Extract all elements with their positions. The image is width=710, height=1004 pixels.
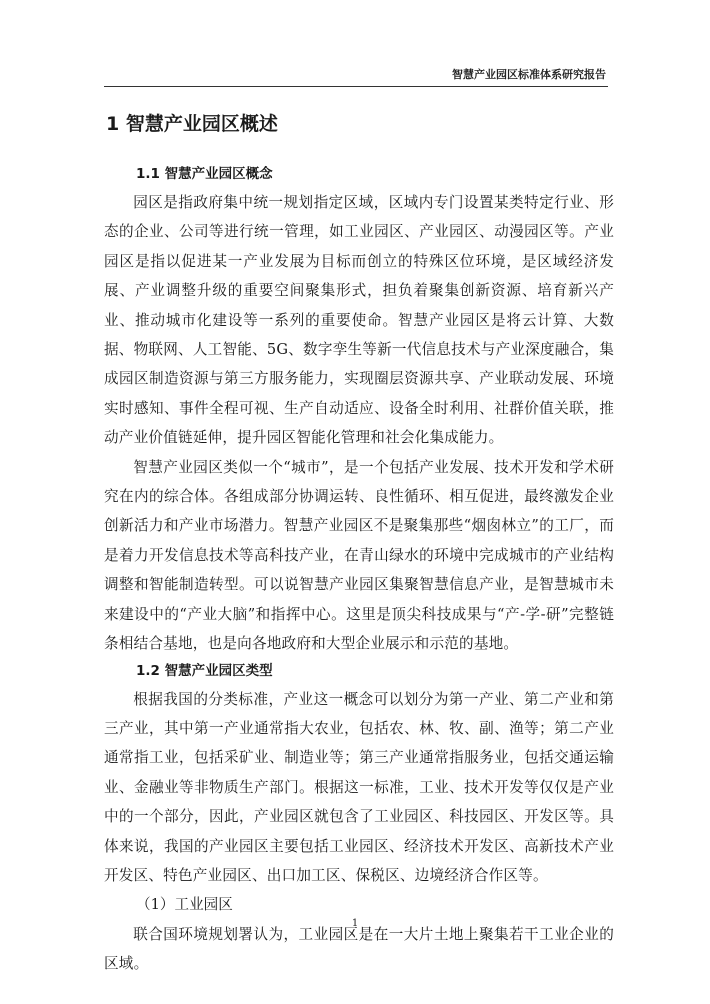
section-title-1-1: 1.1 智慧产业园区概念 bbox=[136, 166, 273, 182]
running-header: 智慧产业园区标准体系研究报告 bbox=[452, 68, 606, 81]
paragraph-concept-2: 智慧产业园区类似一个“城市”，是一个包括产业发展、技术开发和学术研究在内的综合体。各组成部分协调运转、良性循环、相互促进，最终激发企业创新活力和产业市场潜力。智慧产业园区不是聚集那些“烟囱林立”的工厂，而是着力开发信息技术等高科技产业，在青山绿水的环境中完成城市的产业结构调整和智能制造转型。可以说智慧产业园区集聚智慧信息产业，是智慧城市未来建设中的“产业大脑”和指挥中心。这里是顶尖科技成果与“产-学-研”完整链条相结合基地，也是向各地政府和大型企业展示和示范的基地。 bbox=[104, 458, 614, 653]
paragraph-concept-1: 园区是指政府集中统一规划指定区域，区域内专门设置某类特定行业、形态的企业、公司等进行统一管理，如工业园区、产业园区、动漫园区等。产业园区是指以促进某一产业发展为目标而创立的特殊区位环境，是区域经济发展、产业调整升级的重要空间聚集形式，担负着聚集创新资源、培育新兴产业、推动城市化建设等一系列的重要使命。智慧产业园区是将云计算、大数据、物联网、人工智能、5G、数字孪生等新一代信息技术与产业深度融合，集成园区制造资源与第三方服务能力，实现圈层资源共享、产业联动发展、环境实时感知、事件全程可视、生产自动适应、设备全时利用、社群价值关联，推动产业价值链延伸，提升园区智能化管理和社会化集成能力。 bbox=[104, 194, 614, 447]
chapter-title: 1 智慧产业园区概述 bbox=[106, 113, 278, 135]
paragraph-industrial-park: 联合国环境规划署认为，工业园区是在一大片土地上聚集若干工业企业的区域。 bbox=[104, 925, 614, 973]
paragraph-types-1: 根据我国的分类标准，产业这一概念可以划分为第一产业、第二产业和第三产业，其中第一产业通常指大农业，包括农、林、牧、副、渔等；第二产业通常指工业，包括采矿业、制造业等；第三产业通常指服务业，包括交通运输业、金融业等非物质生产部门。根据这一标准，工业、技术开发等仅仅是产业中的一个部分，因此，产业园区就包含了工业园区、科技园区、开发区等。具体来说，我国的产业园区主要包括工业园区、经济技术开发区、高新技术产业开发区、特色产业园区、出口加工区、保税区、边境经济合作区等。 bbox=[104, 690, 614, 884]
section-title-1-2: 1.2 智慧产业园区类型 bbox=[136, 662, 273, 679]
document-body bbox=[104, 112, 614, 979]
page-number: 1 bbox=[351, 918, 359, 929]
header-divider bbox=[104, 86, 608, 87]
subheading-industrial-park: （1）工业园区 bbox=[136, 896, 233, 914]
